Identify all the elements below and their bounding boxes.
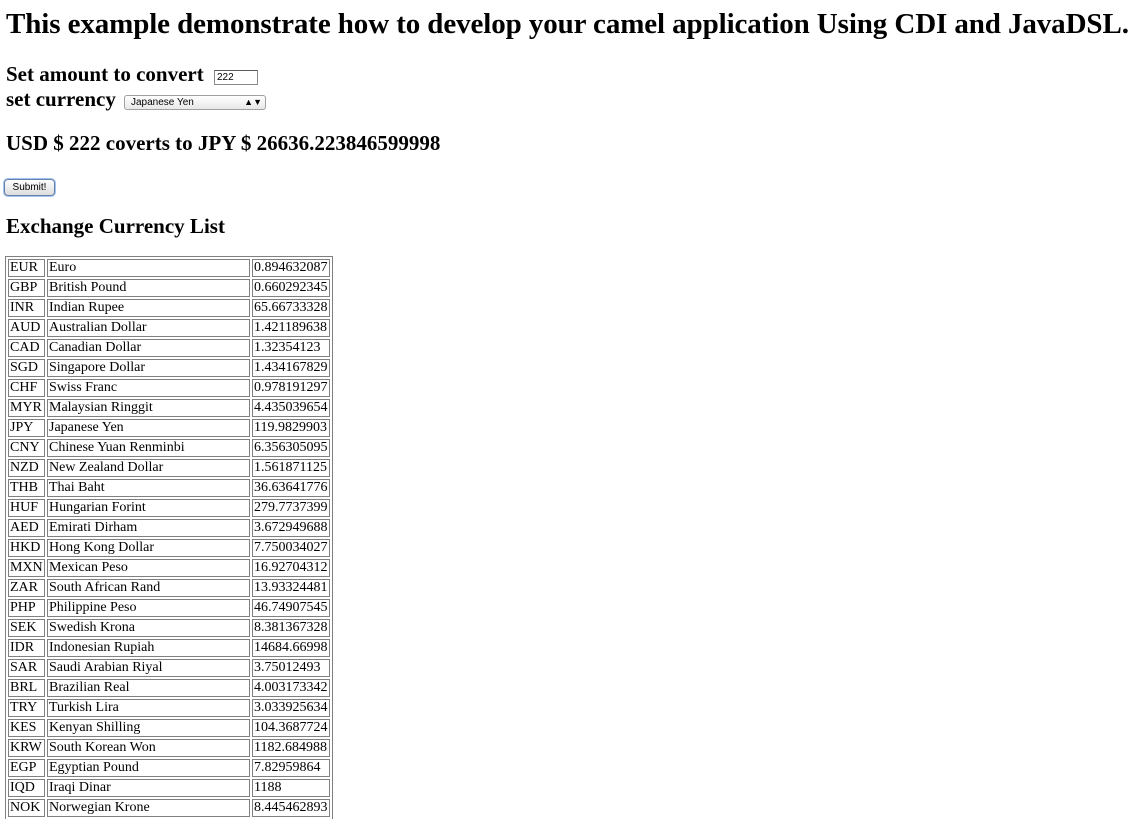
exchange-rate-cell: 7.82959864 (252, 759, 330, 777)
table-row (8, 259, 330, 277)
table-row (8, 559, 330, 577)
exchange-rate-cell: 7.750034027 (252, 539, 330, 557)
currency-code-cell: CHF (8, 379, 45, 397)
conversion-result: USD $ 222 coverts to JPY $ 26636.223846599998 (6, 131, 441, 155)
table-row (8, 419, 330, 437)
currency-code-cell: GBP (8, 279, 45, 297)
table-row (8, 279, 330, 297)
table-row (8, 299, 330, 317)
exchange-rate-cell: 1.32354123 (252, 339, 330, 357)
currency-name-cell: Egyptian Pound (47, 759, 250, 777)
exchange-rate-cell: 0.978191297 (252, 379, 330, 397)
exchange-list-title: Exchange Currency List (6, 214, 225, 238)
exchange-rate-cell: 36.63641776 (252, 479, 330, 497)
table-row (8, 379, 330, 397)
currency-name-cell: Norwegian Krone (47, 799, 250, 817)
table-row (8, 799, 330, 817)
currency-code-cell: CAD (8, 339, 45, 357)
currency-name-cell: Iraqi Dinar (47, 779, 250, 797)
exchange-rate-cell: 8.381367328 (252, 619, 330, 637)
amount-input[interactable] (214, 70, 258, 85)
currency-name-cell: Emirati Dirham (47, 519, 250, 537)
table-row (8, 439, 330, 457)
currency-name-cell: Canadian Dollar (47, 339, 250, 357)
currency-name-cell: South Korean Won (47, 739, 250, 757)
currency-name-cell: South African Rand (47, 579, 250, 597)
currency-code-cell: EGP (8, 759, 45, 777)
currency-code-cell: BRL (8, 679, 45, 697)
currency-code-cell: AED (8, 519, 45, 537)
currency-code-cell: MYR (8, 399, 45, 417)
currency-code-cell: THB (8, 479, 45, 497)
currency-code-cell: IQD (8, 779, 45, 797)
exchange-rate-cell: 1182.684988 (252, 739, 330, 757)
table-row (8, 599, 330, 617)
exchange-rate-cell: 8.445462893 (252, 799, 330, 817)
table-row (8, 519, 330, 537)
page-heading: This example demonstrate how to develop your camel application Using CDI and JavaDSL. (6, 8, 1129, 40)
submit-button[interactable]: Submit! (4, 179, 55, 196)
currency-name-cell: Turkish Lira (47, 699, 250, 717)
currency-code-cell: NOK (8, 799, 45, 817)
table-row (8, 579, 330, 597)
table-row (8, 619, 330, 637)
currency-name-cell: Thai Baht (47, 479, 250, 497)
currency-code-cell: INR (8, 299, 45, 317)
currency-select[interactable] (124, 95, 266, 110)
currency-code-cell: PHP (8, 599, 45, 617)
currency-name-cell: Chinese Yuan Renminbi (47, 439, 250, 457)
currency-name-cell: Swiss Franc (47, 379, 250, 397)
exchange-rate-cell: 14684.66998 (252, 639, 330, 657)
table-row (8, 739, 330, 757)
table-row (8, 639, 330, 657)
exchange-rate-cell: 65.66733328 (252, 299, 330, 317)
currency-name-cell: British Pound (47, 279, 250, 297)
currency-code-cell: SEK (8, 619, 45, 637)
currency-code-cell: TRY (8, 699, 45, 717)
currency-code-cell: JPY (8, 419, 45, 437)
currency-code-cell: MXN (8, 559, 45, 577)
currency-name-cell: Euro (47, 259, 250, 277)
currency-code-cell: ZAR (8, 579, 45, 597)
exchange-rate-cell: 3.75012493 (252, 659, 330, 677)
table-row (8, 659, 330, 677)
exchange-rate-cell: 1.434167829 (252, 359, 330, 377)
table-row (8, 359, 330, 377)
exchange-rate-cell: 119.9829903 (252, 419, 330, 437)
currency-code-cell: CNY (8, 439, 45, 457)
table-row (8, 679, 330, 697)
currency-code-cell: HUF (8, 499, 45, 517)
exchange-rate-cell: 3.672949688 (252, 519, 330, 537)
table-row (8, 499, 330, 517)
table-row (8, 399, 330, 417)
table-row (8, 759, 330, 777)
exchange-rate-cell: 13.93324481 (252, 579, 330, 597)
currency-code-cell: HKD (8, 539, 45, 557)
table-row (8, 699, 330, 717)
exchange-rate-cell: 104.3687724 (252, 719, 330, 737)
currency-name-cell: Saudi Arabian Riyal (47, 659, 250, 677)
currency-code-cell: SAR (8, 659, 45, 677)
currency-name-cell: Hungarian Forint (47, 499, 250, 517)
table-row (8, 479, 330, 497)
currency-name-cell: New Zealand Dollar (47, 459, 250, 477)
currency-code-cell: KES (8, 719, 45, 737)
exchange-rate-table (5, 256, 333, 819)
exchange-rate-cell: 6.356305095 (252, 439, 330, 457)
currency-code-cell: NZD (8, 459, 45, 477)
exchange-rate-cell: 0.660292345 (252, 279, 330, 297)
exchange-rate-cell: 1.421189638 (252, 319, 330, 337)
currency-name-cell: Singapore Dollar (47, 359, 250, 377)
currency-name-cell: Hong Kong Dollar (47, 539, 250, 557)
select-arrows-icon: ▲▼ (244, 97, 262, 107)
currency-name-cell: Swedish Krona (47, 619, 250, 637)
exchange-rate-cell: 279.7737399 (252, 499, 330, 517)
currency-select-value: Japanese Yen (131, 97, 194, 108)
currency-name-cell: Japanese Yen (47, 419, 250, 437)
exchange-rate-cell: 3.033925634 (252, 699, 330, 717)
exchange-rate-cell: 46.74907545 (252, 599, 330, 617)
currency-name-cell: Australian Dollar (47, 319, 250, 337)
table-row (8, 539, 330, 557)
exchange-rate-cell: 1188 (252, 779, 330, 797)
exchange-rate-cell: 4.435039654 (252, 399, 330, 417)
table-row (8, 779, 330, 797)
currency-code-cell: SGD (8, 359, 45, 377)
currency-name-cell: Indian Rupee (47, 299, 250, 317)
exchange-rate-cell: 4.003173342 (252, 679, 330, 697)
table-row (8, 719, 330, 737)
currency-code-cell: AUD (8, 319, 45, 337)
currency-name-cell: Philippine Peso (47, 599, 250, 617)
exchange-rate-cell: 16.92704312 (252, 559, 330, 577)
currency-name-cell: Mexican Peso (47, 559, 250, 577)
exchange-rate-cell: 1.561871125 (252, 459, 330, 477)
currency-name-cell: Indonesian Rupiah (47, 639, 250, 657)
currency-name-cell: Brazilian Real (47, 679, 250, 697)
amount-label: Set amount to convert (6, 62, 204, 86)
currency-name-cell: Malaysian Ringgit (47, 399, 250, 417)
currency-code-cell: KRW (8, 739, 45, 757)
currency-name-cell: Kenyan Shilling (47, 719, 250, 737)
table-row (8, 319, 330, 337)
currency-label: set currency (6, 87, 116, 111)
currency-code-cell: IDR (8, 639, 45, 657)
exchange-rate-cell: 0.894632087 (252, 259, 330, 277)
table-row (8, 459, 330, 477)
currency-code-cell: EUR (8, 259, 45, 277)
table-row (8, 339, 330, 357)
